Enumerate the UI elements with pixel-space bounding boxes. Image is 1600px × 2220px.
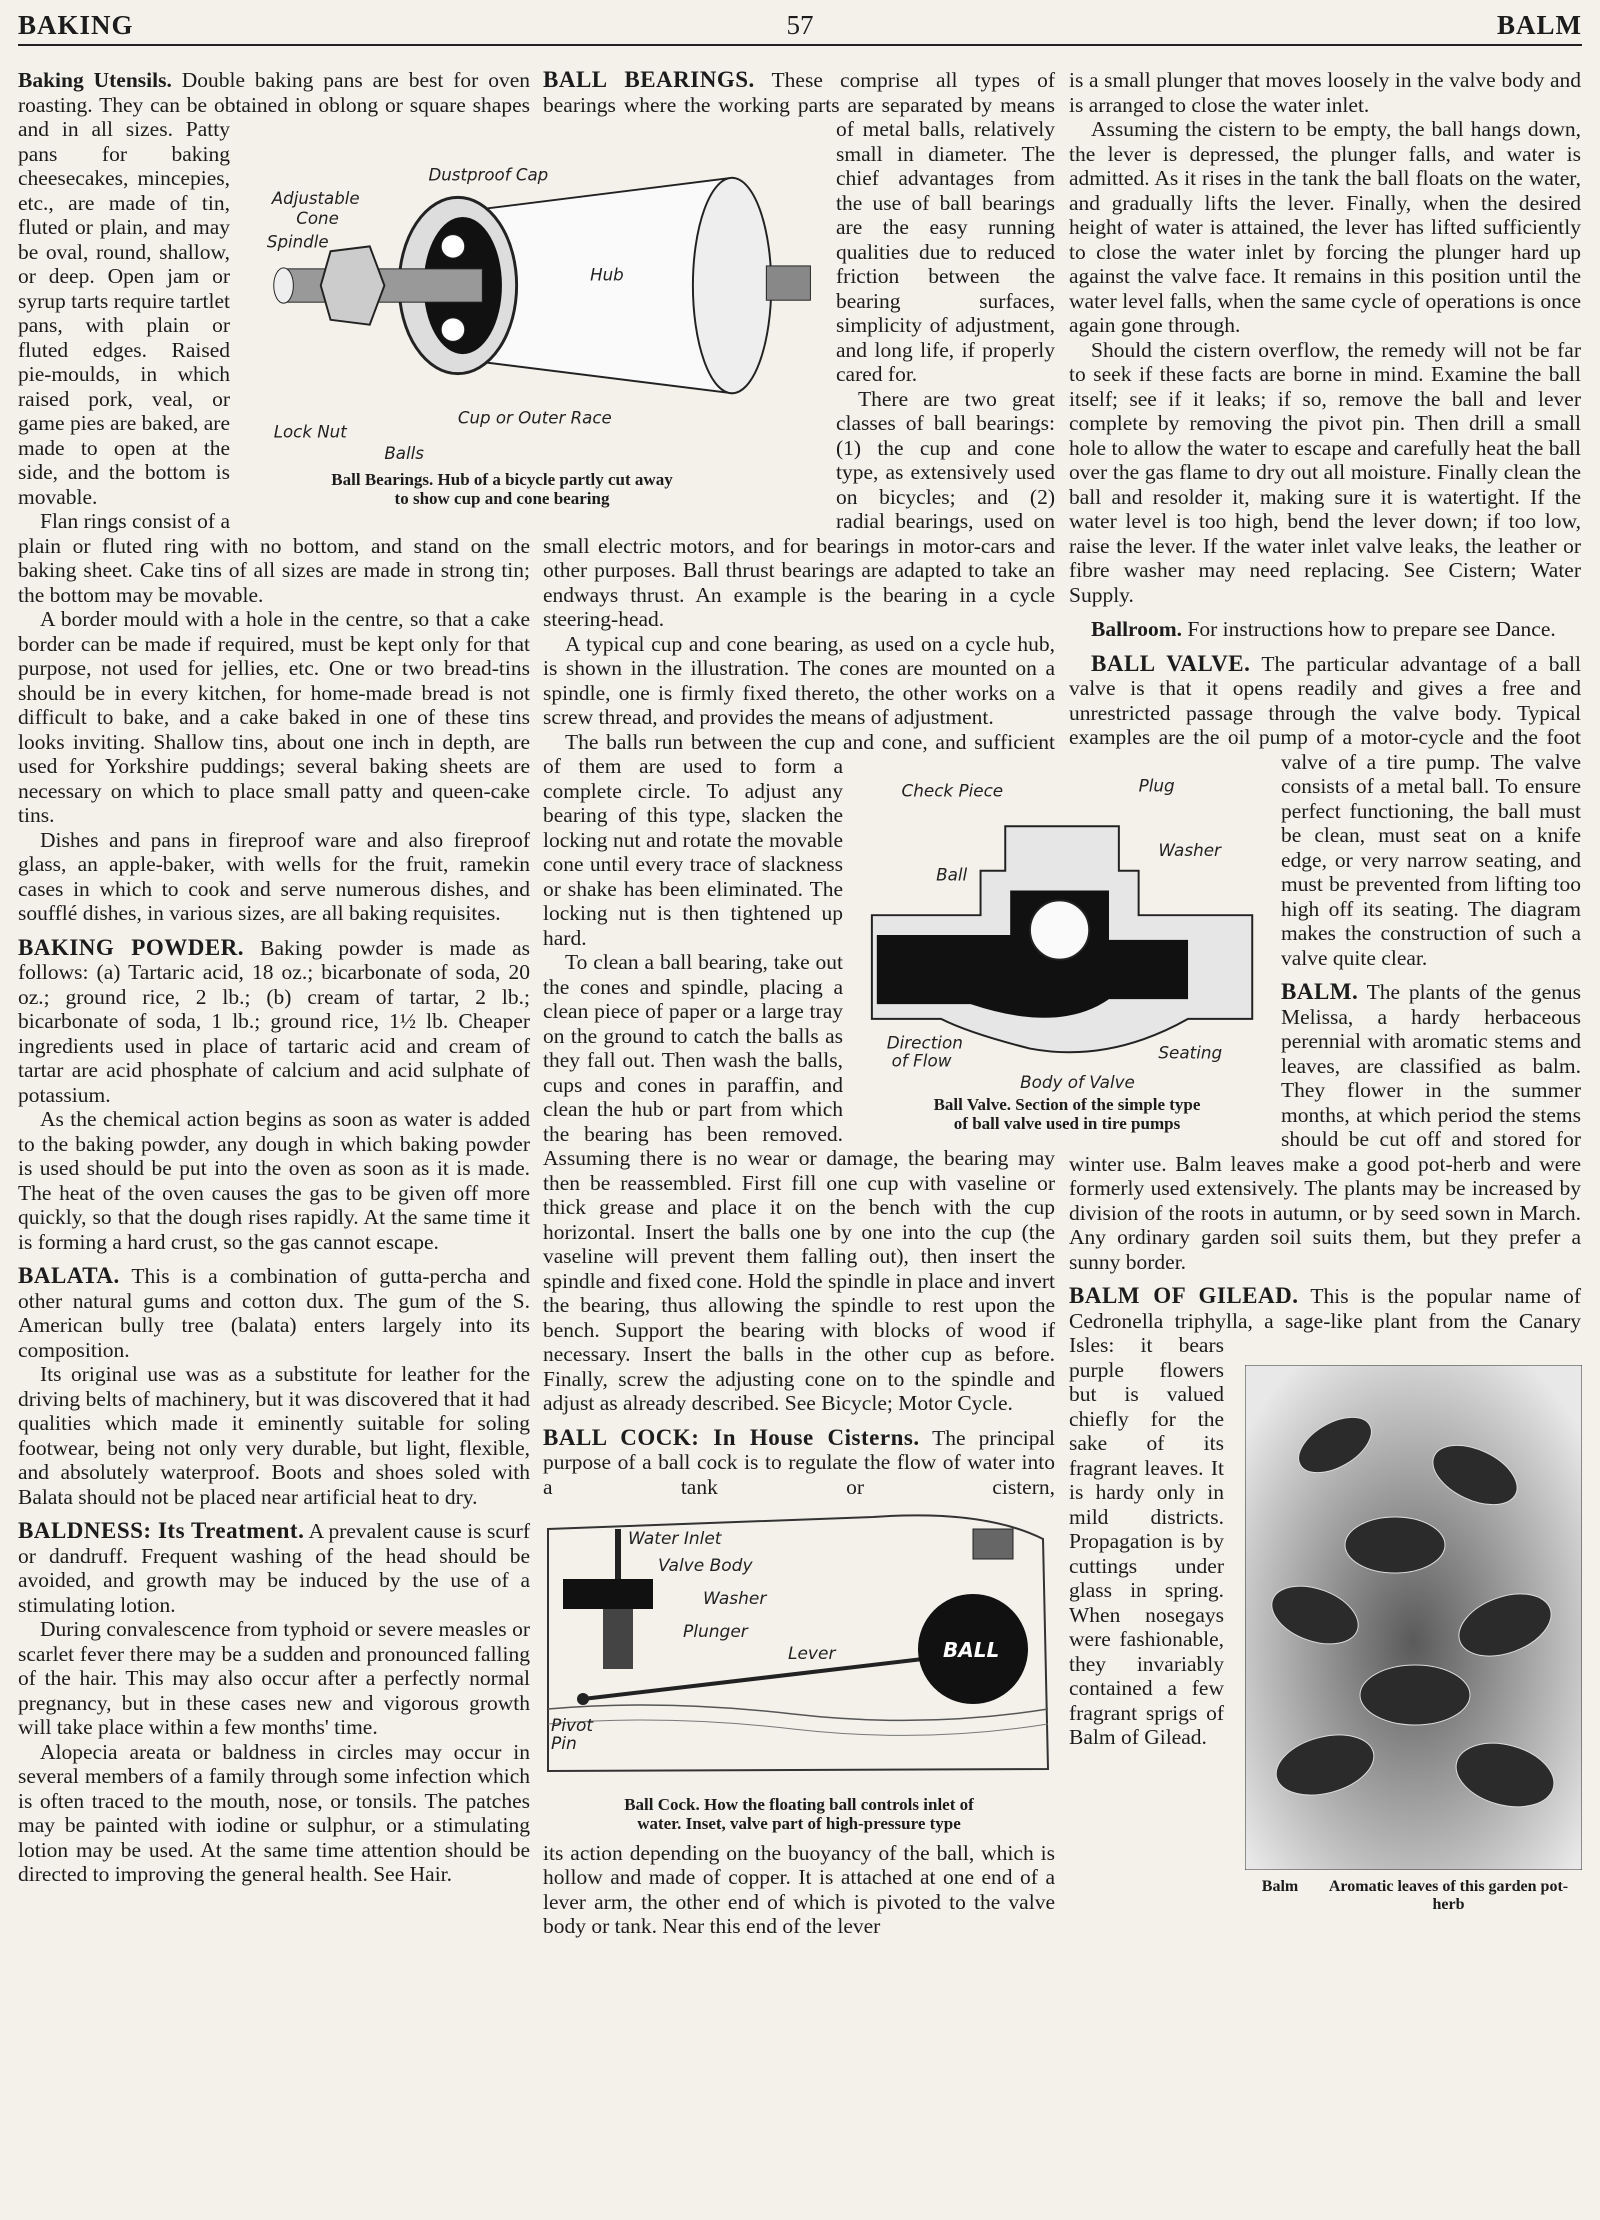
dustproof-cap-label: Dustproof Cap <box>428 165 549 185</box>
paragraph: There are two great classes of ball bearings: (1) the cup and cone type, as extensively used on bicycles; and (2) radial bearings, used on small electric motors, and for bearings in motor-cars and other purposes. Ball thrust bearings are adapted to take an endways thrust. An example is the bearing in a cycle steering-head. <box>543 386 1055 631</box>
body-of-valve-label: Body of Valve <box>1020 1072 1135 1093</box>
pin-label: Pin <box>551 1734 577 1754</box>
article-baking-powder: BAKING POWDER. Baking powder is made as follows: (a) Tartaric acid, 18 oz.; bicarbonate of soda, 20 oz.; ground rice, 2 lb.; (b) cream of tartar, 2 lb.; bicarbonate of soda, 1 lb.; ground rice, 1½ lb. Cheaper ingredients used in place of tartaric acid and cream of tartar are acid phosphate of calcium and acid sulphate of potassium. <box>18 934 530 1107</box>
article-ball-cock: BALL COCK: In House Cisterns. The principal purpose of a ball cock is to regulate the flow of water into a tank or cistern, <box>543 1424 1056 1499</box>
ball-label: BALL <box>943 1638 1000 1662</box>
balm-photo-figure <box>1245 1365 1582 1925</box>
of-flow-label: of Flow <box>891 1050 952 1071</box>
balm-caption-text: Aromatic leaves of this garden pot-herb <box>1328 1878 1569 1913</box>
paragraph: Should the cistern overflow, the remedy will not be far to seek if these facts are borne in mind. Examine the ball itself; see if it leaks; if so, remove the ball and lever complete by removing the pivot pin. Then drill a small hole to allow the water to escape and carefully heat the ball over the gas flame to dry out all moisture. Finally clean the ball and resolder it, making sure it is watertight. If the water level is too high, bend the lever down; if too low, raise the lever. If the water inlet valve leaks, the leather or fibre washer may need replacing. See Cistern; Water Supply. <box>1069 337 1581 607</box>
ball-cock-figure <box>543 1509 1055 1833</box>
bicycle-hub-diagram <box>262 150 830 470</box>
header-right-title: BALM <box>1497 10 1582 40</box>
article-balm: BALM. The plants of the genus Melissa, a hardy herbaceous perennial with aromatic stems and leaves, are classified as balm. They flower in the summer months, at which period the stems should be cut off and stored for winter use. Balm leaves make a good pot-herb and were formerly used extensively. The plants may be increased by division of the roots in autumn, or by seed sown in March. Any ordinary garden soil suits them, but they prefer a sunny border. <box>1069 979 1581 1274</box>
washer-label: Washer <box>1158 839 1221 860</box>
plunger-label: Plunger <box>683 1622 748 1642</box>
ball-bearing-figure <box>262 150 830 525</box>
ball-cock-diagram <box>543 1509 1055 1789</box>
ball-valve-diagram <box>862 765 1272 1095</box>
paragraph: As the chemical action begins as soon as water is added to the baking powder, any dough in which baking powder is used should be put into the oven as soon as it is made. The heat of the oven causes the gas to be given off more quickly, so that the dough rises rapidly. At the same time it is forming a hard crust, so the gas cannot escape. <box>18 1107 530 1254</box>
ball-label: Ball <box>936 864 968 885</box>
article-ballroom: Ballroom. For instructions how to prepare see Dance. <box>1091 617 1556 641</box>
adjustable-cone-label: Adjustable <box>271 189 360 209</box>
lever-label: Lever <box>788 1644 836 1664</box>
plug-label: Plug <box>1138 775 1175 796</box>
article-baking-utensils: Baking Utensils. Double baking pans are best for oven roasting. They can be obtained in oblong or square shapes and in all sizes. Patty pans for baking cheesecakes, mincepies, etc., are made of tin, fluted or plain, and may be oval, round, shallow, or deep. Open jam or syrup tarts require tartlet pans, with plain or fluted edges. Raised pie-moulds, in which raised pork, veal, or game pies are baked, are made to open at the side, and the bottom is movable. <box>18 68 530 509</box>
spindle-label: Spindle <box>266 232 329 252</box>
paragraph: A border mould with a hole in the centre, so that a cake border can be made if required, must be kept only for that purpose, not used for jellies, etc. One or two bread-tins should be in every kitchen, for home-made bread is not difficult to bake, and a cake baked in one of these tins looks inviting. Shallow tins, about one inch in depth, are used for Yorkshire puddings; several baking sheets are necessary on which to place small patty and queen-cake tins. <box>18 607 530 827</box>
article-balm-of-gilead: BALM OF GILEAD. This is the popular name of Cedronella triphylla, a sage-like plant from the Canary Isles: it bears purple flowers but is valued chiefly for the sake of its fragrant leaves. It is hardy only in mild districts. Propagation is by cuttings under glass in spring. When nosegays were fashionable, they invariably contained a few fragrant sprigs of Balm of Gilead. <box>1069 1283 1582 1749</box>
article-balata: BALATA. This is a combination of gutta-percha and other natural gums and cotton dux. The gum of the S. American bully tree (balata) enters largely into its composition. <box>18 1263 530 1362</box>
paragraph: During convalescence from typhoid or severe measles or scarlet fever there may be a sudden and pronounced falling of the hair. This may also occur after a perfectly normal pregnancy, but in these cases new and vigorous growth will take place within a few months' time. <box>18 1617 530 1739</box>
pivot-label: Pivot <box>551 1716 594 1736</box>
water-inlet-label: Water Inlet <box>628 1529 722 1549</box>
washer-label: Washer <box>703 1589 767 1609</box>
balls-label: Balls <box>384 443 424 463</box>
paragraph: To clean a ball bearing, take out the cones and spindle, placing a clean piece of paper or a large tray on the ground to catch the balls as they fall out. Then wash the balls, cups and cones in paraffin, and clean the hub or part from which the bearing has been removed. Assuming there is no wear or damage, the bearing may then be reassembled. First fill one cup with vaseline or thick grease and place it on the bench with the cup horizontal. Insert the balls one by one into the cup (the vaseline will prevent them falling out), then insert the spindle and fixed cone. Hold the spindle in place and invert the bearing, thus allowing the spindle to rest upon the bench. Support the bearing with blocks of wood if necessary. Insert the balls in the other cup as before. Finally, screw the adjusting cone on to the spindle and adjust as already described. See Bicycle; Motor Cycle. <box>543 950 1055 1415</box>
balm-plant-photo <box>1245 1365 1582 1870</box>
balm-caption <box>1245 1878 1582 1914</box>
paragraph: Its original use was as a substitute for leather for the driving belts of machinery, but it was discovered that it had qualities which made it eminently suitable for soling footwear, being not only very durable, but light, flexible, and absolutely waterproof. Boots and shoes soled with Balata should not be placed near artificial heat to dry. <box>18 1362 530 1509</box>
ball-valve-caption: Ball Valve. Section of the simple type of ball valve used in tire pumps <box>933 1095 1201 1133</box>
direction-label: Direction <box>886 1032 963 1053</box>
paragraph: Alopecia areata or baldness in circles may occur in several members of a family through some infection which is often traced to the mouth, nose, or tonsils. The patches may be painted with iodine or sulphur, or a stimulating lotion may be used. At the same time attention should be directed to improving the general health. See Hair. <box>18 1739 530 1886</box>
header-left-title: BAKING <box>18 10 134 40</box>
running-header <box>18 8 1582 46</box>
lock-nut-label: Lock Nut <box>273 422 347 442</box>
article-ball-valve: BALL VALVE. The particular advantage of a ball valve is that it opens readily and gives a free and unrestricted passage through the valve body. Typical examples are the oil pump of a motor-cycle and the foot valve of a tire pump. The valve consists of a metal ball. To ensure perfect functioning, the ball must be clean, must seat on a knife edge, or very narrow seating, and must be prevented from lifting too high off its seating. The diagram makes the construction of such a valve quite clear. <box>1069 650 1581 970</box>
check-piece-label: Check Piece <box>901 780 1004 801</box>
ball-bearing-caption: Ball Bearings. Hub of a bicycle partly cut away to show cup and cone bearing <box>331 470 673 508</box>
paragraph: A typical cup and cone bearing, as used on a cycle hub, is shown in the illustration. The cones are mounted on a spindle, one is firmly fixed thereto, the other works on a screw thread, and provides the means of adjustment. <box>543 631 1055 729</box>
paragraph: The balls run between the cup and cone, and sufficient of them are used to form a complete circle. To adjust any bearing of this type, slacken the locking nut and rotate the movable cone until every trace of slackness or shake has been eliminated. The locking nut is then tightened up hard. <box>543 729 1055 950</box>
article-baldness: BALDNESS: Its Treatment. A prevalent cause is scurf or dandruff. Frequent washing of the head should be avoided, and growth may be induced by the use of a stimulating lotion. <box>18 1518 531 1617</box>
ball-cock-caption: Ball Cock. How the floating ball controls inlet of water. Inset, valve part of high-pressure type <box>624 1794 974 1833</box>
balm-caption-label: Balm <box>1261 1878 1299 1895</box>
page-number: 57 <box>786 10 814 40</box>
paragraph: its action depending on the buoyancy of the ball, which is hollow and made of copper. It is attached at one end of a lever arm, the other end of which is pivoted to the valve body or tank. Near this end of the lever <box>543 1840 1055 1938</box>
valve-body-label: Valve Body <box>658 1556 753 1576</box>
paragraph: Flan rings consist of a plain or fluted ring with no bottom, and stand on the baking sheet. Cake tins of all sizes are made in strong tin; the bottom may be movable. <box>18 509 530 607</box>
adjustable-cone-label-2: Cone <box>296 208 339 228</box>
hub-label: Hub <box>590 265 624 285</box>
paragraph: is a small plunger that moves loosely in the valve body and is arranged to close the water inlet. <box>1069 68 1581 117</box>
ball-valve-figure <box>862 765 1272 1145</box>
paragraph: Dishes and pans in fireproof ware and also fireproof glass, an apple-baker, with wells for the fruit, ramekin cases in which to cook and serve numerous dishes, and soufflé dishes, in various sizes, are all baking requisites. <box>18 827 530 925</box>
seating-label: Seating <box>1158 1042 1223 1063</box>
paragraph: Assuming the cistern to be empty, the ball hangs down, the lever is depressed, the plunger falls, and water is admitted. As it rises in the tank the ball floats on the water, and gradually lifts the lever. Finally, when the desired height of water is attained, the lever has lifted sufficiently to close the water inlet by forcing the plunger hard up against the valve face. It remains in this position until the water level falls, when the same cycle of operations is once again gone through. <box>1069 117 1581 337</box>
article-ball-bearings: BALL BEARINGS. These comprise all types of bearings where the working parts are separated by means of metal balls, relatively small in diameter. The chief advantages from the use of ball bearings are the easy running qualities due to reduced friction between the bearing surfaces, simplicity of adjustment, and long life, if properly cared for. <box>543 67 1055 386</box>
cup-label: Cup or Outer Race <box>457 408 612 428</box>
